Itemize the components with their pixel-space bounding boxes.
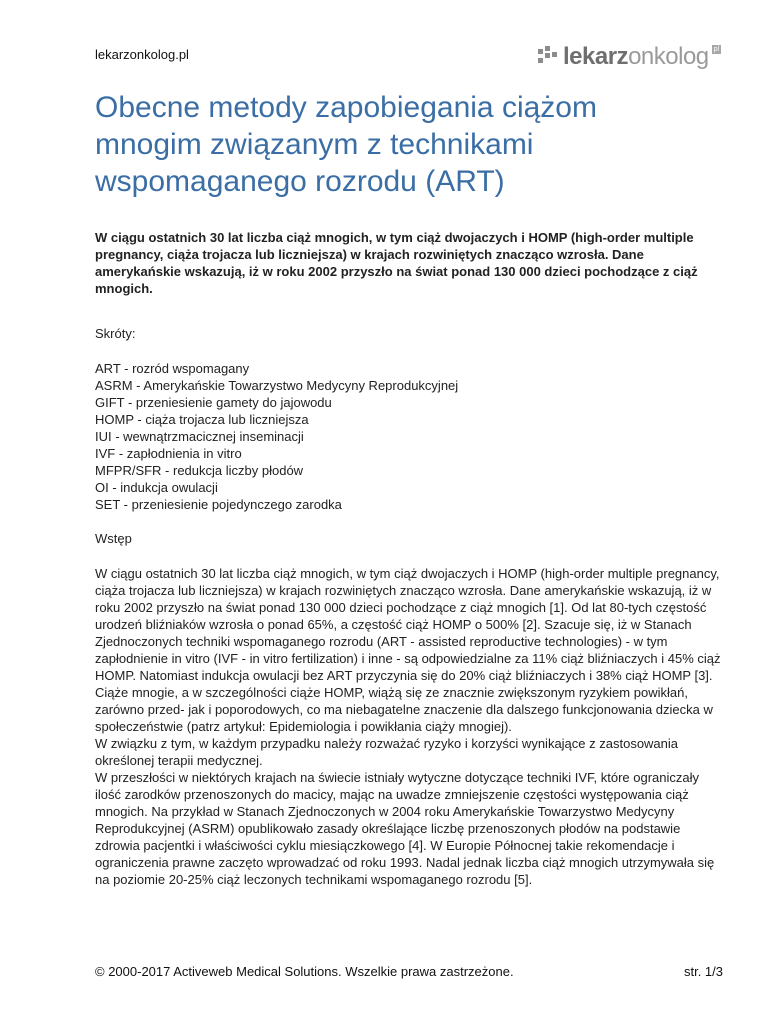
site-url[interactable]: lekarzonkolog.pl bbox=[95, 47, 189, 62]
logo-text-light: onkolog bbox=[628, 43, 709, 70]
abbreviations-heading: Skróty: bbox=[95, 326, 136, 341]
abbreviations-list bbox=[95, 360, 458, 513]
article-body bbox=[95, 565, 725, 888]
article-lead: W ciągu ostatnich 30 lat liczba ciąż mnogich, w tym ciąż dwojaczych i HOMP (high-order multiple pregnancy, ciąża trojacza lub liczniejsza) w krajach rozwiniętych znacząco wzrosła. Dane amerykańskie wskazują, iż w roku 2002 przyszło na świat ponad 130 000 dzieci pochodzące z ciąż mnogich. bbox=[95, 230, 698, 296]
body-paragraph: Ciąże mnogie, a w szczególności ciąże HOMP, wiążą się ze znacznie zwiększonym ryzykiem powikłań, zarówno przed- jak i poporodowych, co ma niebagatelne znaczenie dla dalszego funkcjonowania dziecka w społeczeństwie (patrz artykuł: Epidemiologia i powikłania ciąży mnogiej). bbox=[95, 685, 713, 734]
body-paragraph: W związku z tym, w każdym przypadku należy rozważać ryzyko i korzyści wynikające z zastosowania określonej terapii medycznej. bbox=[95, 736, 679, 768]
abbreviation-item: IUI - wewnątrzmacicznej inseminacji bbox=[95, 429, 304, 444]
footer-copyright: © 2000-2017 Activeweb Medical Solutions. Wszelkie prawa zastrzeżone. bbox=[95, 964, 514, 979]
abbreviation-item: SET - przeniesienie pojedynczego zarodka bbox=[95, 497, 342, 512]
site-logo[interactable] bbox=[538, 43, 728, 71]
intro-heading: Wstęp bbox=[95, 531, 132, 546]
abbreviation-item: IVF - zapłodnienia in vitro bbox=[95, 446, 242, 461]
logo-dots-icon bbox=[538, 46, 560, 68]
logo-badge: pl bbox=[713, 46, 720, 53]
abbreviation-item: MFPR/SFR - redukcja liczby płodów bbox=[95, 463, 304, 478]
logo-text-bold: lekarz bbox=[563, 43, 629, 70]
body-paragraph: W przeszłości w niektórych krajach na świecie istniały wytyczne dotyczące techniki IVF, które ograniczały ilość zarodków przenoszonych do macicy, mając na uwadze zmniejszenie częstości występowania ciąż mnogich. Na przykład w Stanach Zjednoczonych w 2004 roku Amerykańskie Towarzystwo Medycyny Reprodukcyjnej (ASRM) opublikowało zasady określające liczbę przenoszonych płodów na podstawie zdrowia pacjentki i właściwości cyklu miesiączkowego [4]. W Europie Północnej takie rekomendacje i ograniczenia prawne zaczęto wprowadzać od roku 1993. Nadal jednak liczba ciąż mnogich utrzymywała się na poziomie 20-25% ciąż leczonych technikami wspomaganego rozrodu [5]. bbox=[95, 770, 715, 887]
abbreviation-item: ASRM - Amerykańskie Towarzystwo Medycyny Reprodukcyjnej bbox=[95, 378, 459, 393]
abbreviation-item: ART - rozród wspomagany bbox=[95, 361, 250, 376]
article-title: Obecne metody zapobiegania ciążom mnogim związanym z technikami wspomaganego rozrodu (ART) bbox=[95, 91, 597, 198]
abbreviation-item: HOMP - ciąża trojacza lub liczniejsza bbox=[95, 412, 309, 427]
abbreviation-item: GIFT - przeniesienie gamety do jajowodu bbox=[95, 395, 332, 410]
logo-text bbox=[563, 45, 709, 69]
page-number: str. 1/3 bbox=[683, 964, 723, 979]
abbreviation-item: OI - indukcja owulacji bbox=[95, 480, 218, 495]
body-paragraph: W ciągu ostatnich 30 lat liczba ciąż mnogich, w tym ciąż dwojaczych i HOMP (high-order multiple pregnancy, ciąża trojacza lub liczniejsza) w krajach rozwiniętych znacząco wzrosła. Dane amerykańskie wskazują, iż w roku 2002 przyszło na świat ponad 130 000 dzieci pochodzące z ciąż mnogich [1]. Od lat 80-tych częstość urodzeń bliźniaków wzrosła o ponad 65%, a częstość ciąż HOMP o 500% [2]. Szacuje się, iż w Stanach Zjednoczonych techniki wspomaganego rozrodu (ART - assisted reproductive technologies) - w tym zapłodnienie in vitro (IVF - in vitro fertilization) i inne - są odpowiedzialne za 11% ciąż bliźniaczych i 45% ciąż HOMP. Natomiast indukcja owulacji bez ART przyczynia się do 20% ciąż bliźniaczych i 38% ciąż HOMP [3]. bbox=[95, 566, 721, 683]
